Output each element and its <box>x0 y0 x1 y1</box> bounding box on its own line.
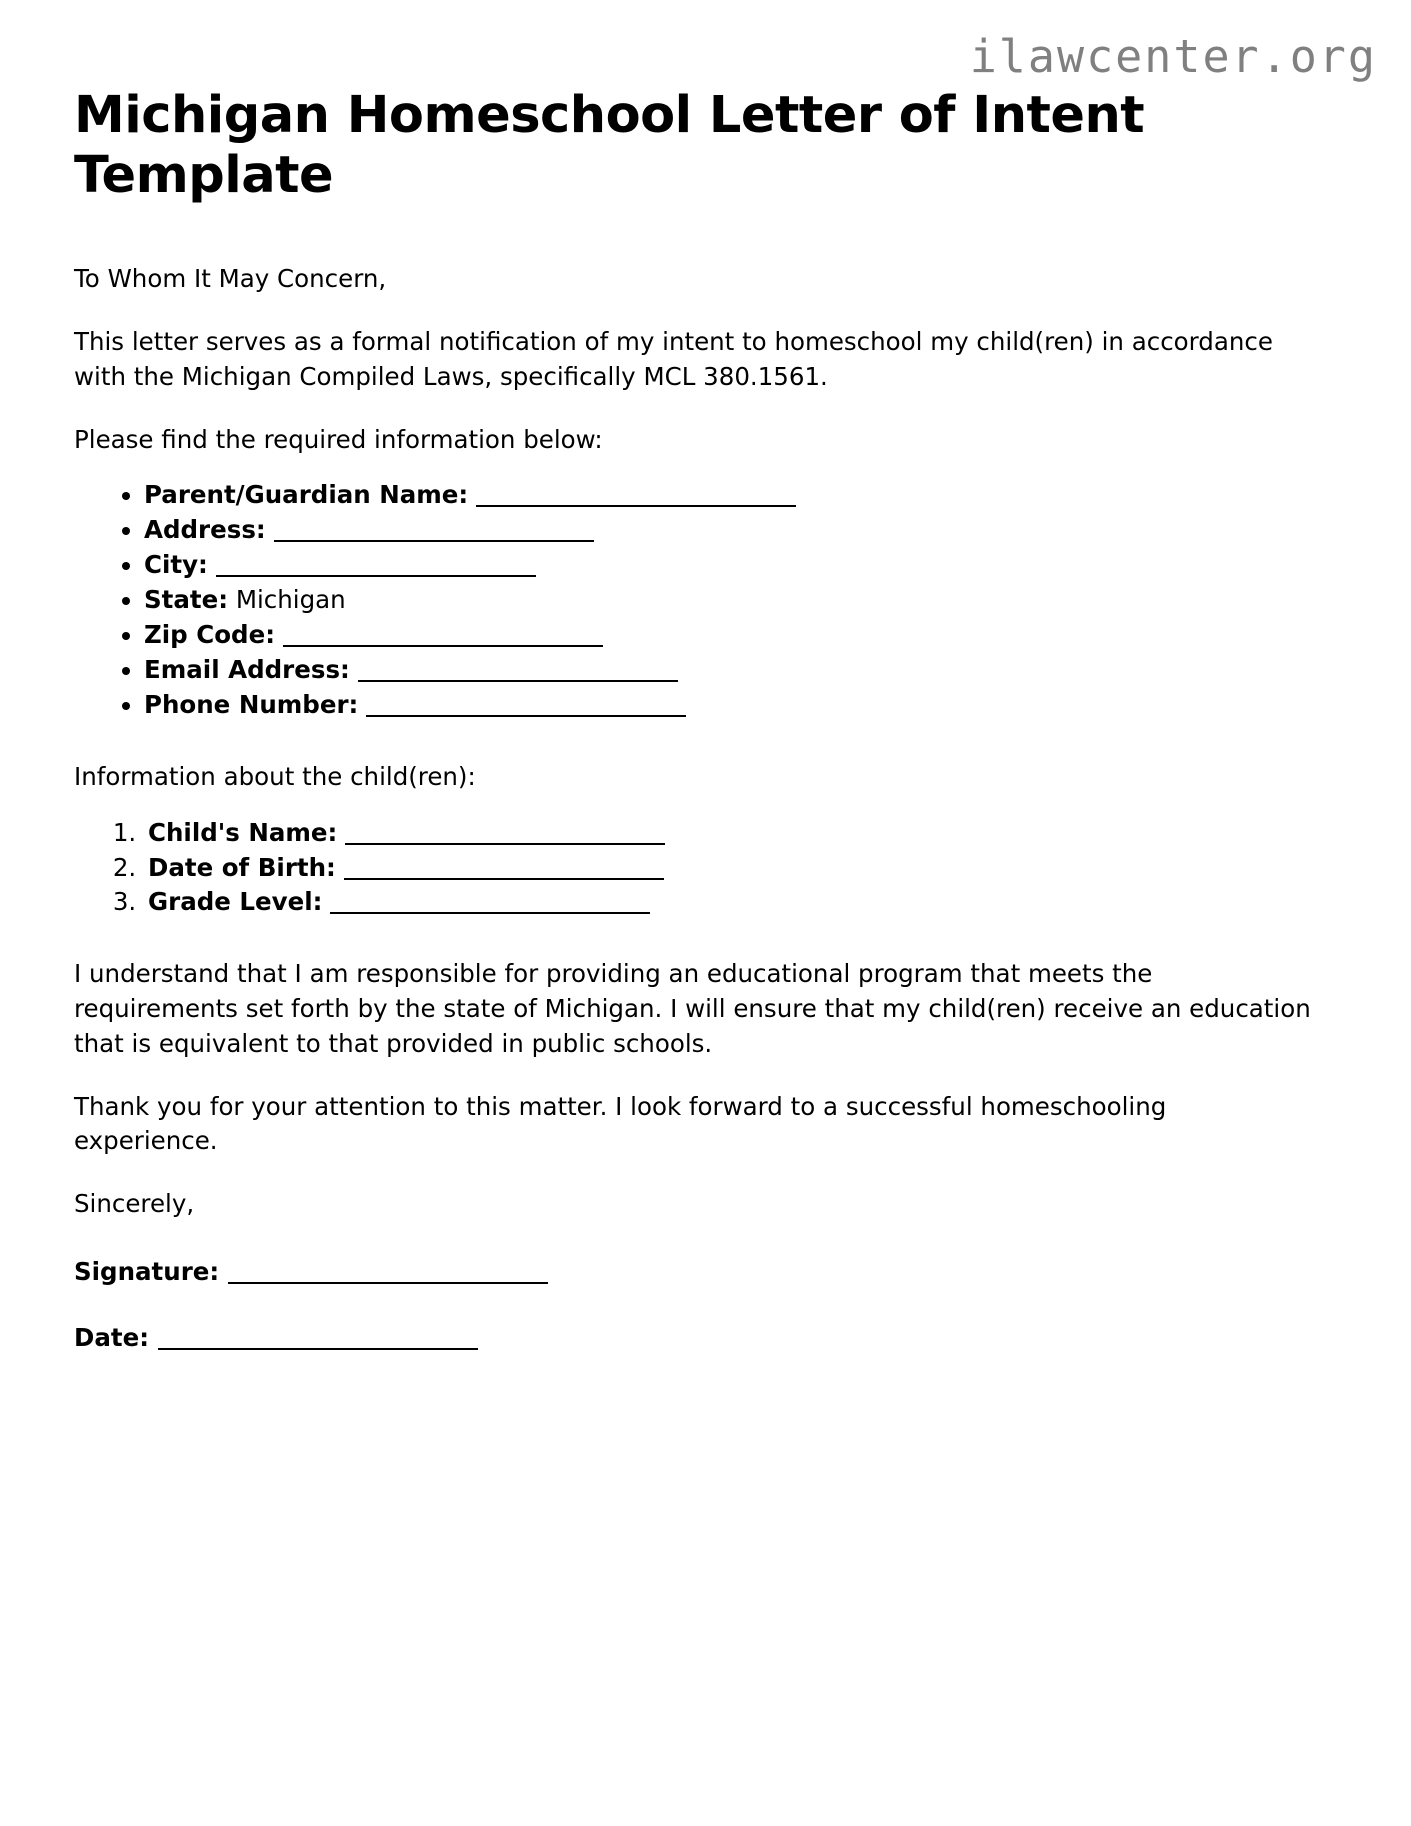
list-item <box>144 621 1316 650</box>
signature-blank-line[interactable] <box>228 1282 548 1284</box>
field-blank-line[interactable] <box>344 878 664 880</box>
field-blank-line[interactable] <box>345 843 665 845</box>
list-item <box>144 854 1316 883</box>
field-label: Email Address: <box>144 655 350 684</box>
spacer <box>74 457 1316 481</box>
list-item <box>144 819 1316 848</box>
spacer <box>74 1159 1316 1187</box>
field-blank-line[interactable] <box>366 715 686 717</box>
field-blank-line[interactable] <box>476 505 796 507</box>
intro-paragraph: This letter serves as a formal notification of my intent to homeschool my child(ren) in accordance with the Michigan Compiled Laws, specifically MCL 380.1561. <box>74 327 1273 391</box>
parent-field-list <box>74 481 1316 719</box>
list-item <box>144 551 1316 580</box>
spacer-after-title <box>74 206 1316 262</box>
spacer <box>74 1288 1316 1322</box>
field-label: Phone Number: <box>144 689 359 719</box>
date-label: Date: <box>74 1322 149 1352</box>
responsibility-paragraph: I understand that I am responsible for providing an educational program that meets the requirements set forth by the state of Michigan. I will ensure that my child(ren) receive an education that is equivalent to that provided in public schools. <box>74 959 1311 1058</box>
field-blank-line[interactable] <box>358 680 678 682</box>
list-item <box>144 481 1316 510</box>
date-field[interactable] <box>74 1322 1316 1354</box>
spacer <box>74 923 1316 957</box>
spacer <box>74 795 1316 819</box>
field-label: Date of Birth: <box>148 852 336 882</box>
site-watermark: ilawcenter.org <box>969 30 1377 83</box>
field-label: State: <box>144 585 229 615</box>
child-field-list <box>74 819 1316 918</box>
child-info-lead: Information about the child(ren): <box>74 761 476 791</box>
field-label: Grade Level: <box>148 887 323 917</box>
field-label: Zip Code: <box>144 620 275 650</box>
date-blank-line[interactable] <box>158 1348 478 1350</box>
spacer <box>74 1222 1316 1256</box>
field-value: Michigan <box>235 585 346 615</box>
thanks-paragraph: Thank you for your attention to this matter. I look forward to a successful homeschooling experience. <box>74 1091 1167 1156</box>
spacer <box>74 297 1316 325</box>
field-blank-line[interactable] <box>274 540 594 542</box>
field-label: Child's Name: <box>148 817 338 847</box>
field-label: Parent/Guardian Name: <box>144 480 469 510</box>
field-blank-line[interactable] <box>216 575 536 577</box>
list-item <box>144 691 1316 720</box>
list-item <box>144 516 1316 545</box>
document-content <box>74 86 1316 1354</box>
signature-field[interactable] <box>74 1256 1316 1288</box>
spacer <box>74 726 1316 760</box>
list-item <box>144 656 1316 685</box>
page-title: Michigan Homeschool Letter of Intent Template <box>74 86 1145 206</box>
field-blank-line[interactable] <box>330 912 650 914</box>
list-item <box>144 888 1316 917</box>
signature-label: Signature: <box>74 1257 220 1286</box>
closing: Sincerely, <box>74 1189 195 1219</box>
field-blank-line[interactable] <box>283 645 603 647</box>
list-item <box>144 586 1316 615</box>
field-label: City: <box>144 550 208 580</box>
spacer <box>74 1062 1316 1090</box>
field-label: Address: <box>144 515 266 545</box>
required-info-lead: Please find the required information below: <box>74 424 603 454</box>
salutation: To Whom It May Concern, <box>74 264 387 294</box>
spacer <box>74 395 1316 423</box>
